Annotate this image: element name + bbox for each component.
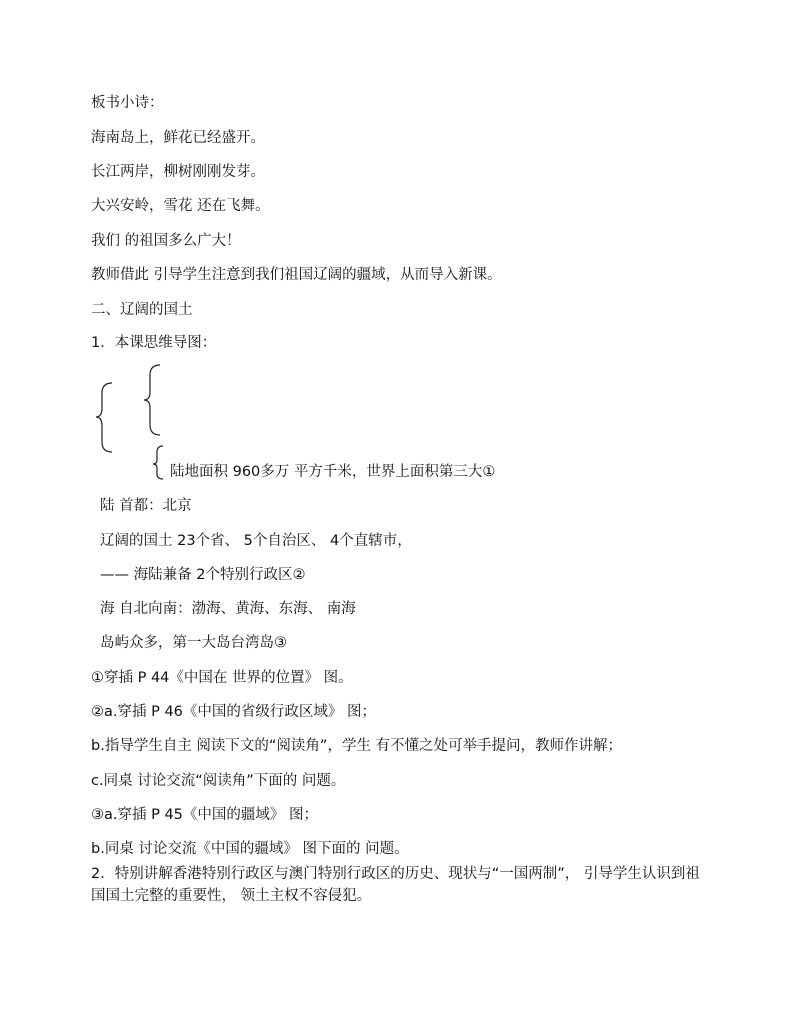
inner-brace — [144, 365, 160, 435]
note-2c: c.同桌 讨论交流“阅读角”下面的 问题。 — [91, 773, 346, 789]
sar-text: —— 海陆兼备 2个特别行政区② — [100, 567, 306, 583]
outer-brace — [96, 383, 112, 452]
note-2b: b.指导学生自主 阅读下文的“阅读角”，学生 有不懂之处可举手提问，教师作讲解； — [91, 738, 623, 754]
intro-text: 教师借此 引导学生注意到我们祖国辽阔的疆域，从而导入新课。 — [91, 267, 502, 283]
note-2a: ②a.穿插 P 46《中国的省级行政区域》 图； — [91, 704, 377, 720]
mindmap-heading: 1．本课思维导图： — [91, 335, 217, 351]
note-3b: b.同桌 讨论交流《中国的疆域》 图下面的 问题。 — [91, 841, 409, 857]
land-area-text: 陆地面积 960多万 平方千米，世界上面积第三大① — [170, 464, 496, 480]
note-3a: ③a.穿插 P 45《中国的疆域》 图； — [91, 807, 319, 823]
poem-line: 大兴安岭，雪花 还在飞舞。 — [91, 198, 270, 214]
islands-text: 岛屿众多，第一大岛台湾岛③ — [100, 635, 287, 651]
poem-line: 海南岛上，鲜花已经盛开。 — [91, 130, 265, 146]
capital-text: 陆 首都：北京 — [100, 498, 192, 514]
small-brace — [153, 446, 163, 479]
seas-text: 海 自北向南：渤海、黄海、东海、 南海 — [100, 601, 356, 617]
point-2-text: 2．特别讲解香港特别行政区与澳门特别行政区的历史、现状与“一国两制”， 引导学生认识到祖国国土完整的重要性， 领土主权不容侵犯。 — [91, 866, 700, 904]
note-1: ①穿插 P 44《中国在 世界的位置》 图。 — [91, 670, 353, 686]
poem-title: 板书小诗： — [91, 95, 164, 111]
divisions-text: 辽阔的国土 23个省、 5个自治区、 4个直辖市， — [100, 533, 412, 549]
section-title: 二、辽阔的国土 — [91, 302, 193, 318]
poem-line: 长江两岸，柳树刚刚发芽。 — [91, 164, 265, 180]
poem-line: 我们 的祖国多么广大！ — [91, 233, 241, 249]
